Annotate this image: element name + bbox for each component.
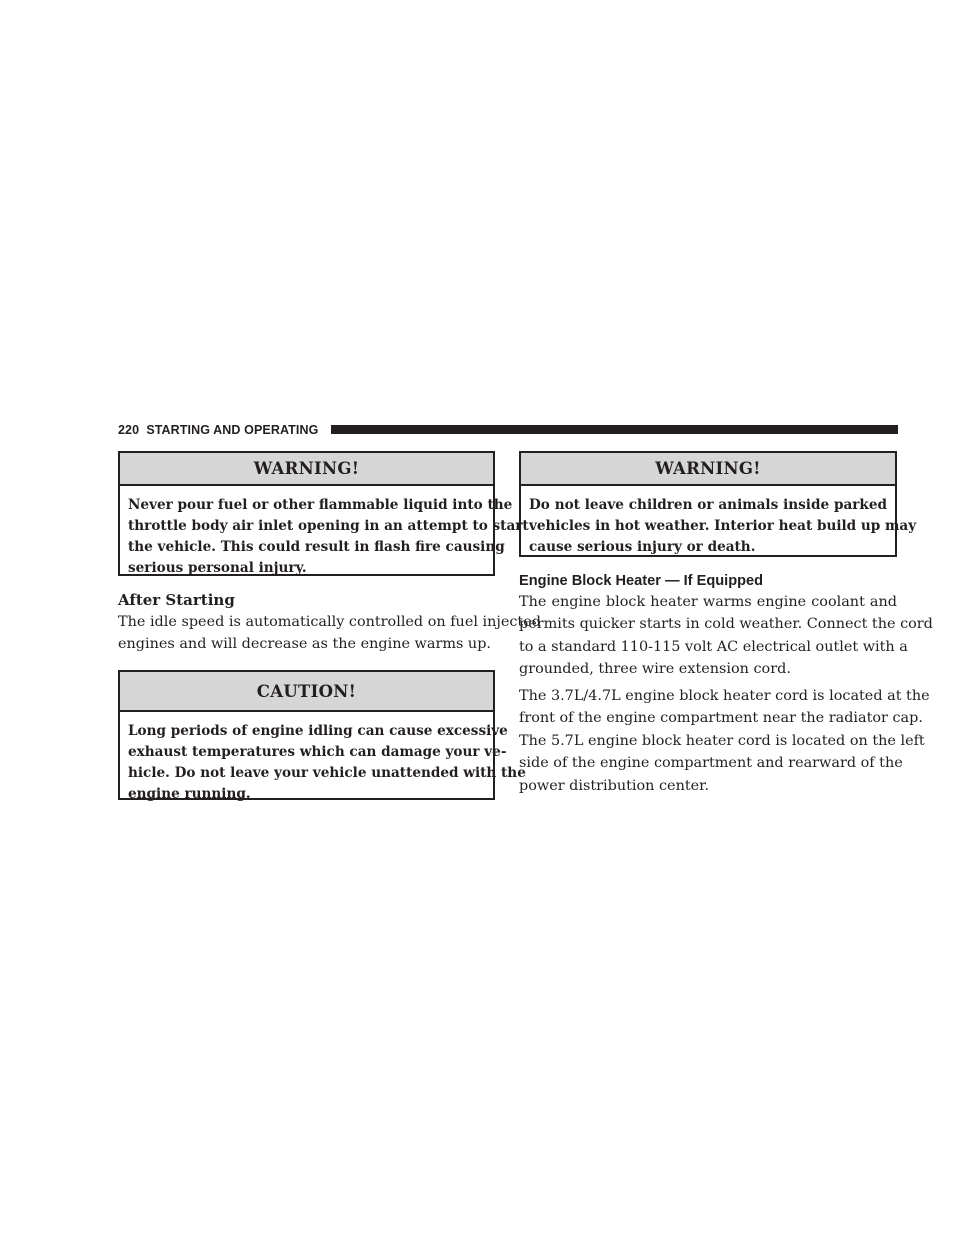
after-starting-paragraph — [118, 611, 541, 656]
caution-box-idling — [118, 670, 526, 802]
warning-text — [120, 486, 529, 579]
warning-box-children — [519, 451, 917, 557]
running-header — [118, 422, 898, 440]
header-text — [118, 423, 318, 437]
text-line: Do not leave children or animals inside parked — [529, 497, 887, 513]
warning-text — [521, 486, 917, 558]
page-number: 220 — [118, 423, 140, 437]
text-line: The idle speed is automatically controlled on fuel injected — [118, 614, 541, 630]
text-line: engine running. — [128, 786, 251, 802]
text-line: permits quicker starts in cold weather. Connect the cord — [519, 616, 933, 633]
text-line: throttle body air inlet opening in an attempt to start — [128, 518, 529, 534]
text-line: vehicles in hot weather. Interior heat build up may — [529, 518, 917, 534]
text-line: to a standard 110-115 volt AC electrical outlet with a — [519, 638, 908, 655]
text-line: exhaust temperatures which can damage your ve- — [128, 744, 507, 760]
warning-title: WARNING! — [521, 453, 895, 486]
text-line: the vehicle. This could result in flash fire causing — [128, 539, 505, 555]
text-line: front of the engine compartment near the radiator cap. — [519, 710, 923, 727]
warning-title: WARNING! — [120, 453, 493, 486]
text-line: The 5.7L engine block heater cord is located on the left — [519, 732, 925, 749]
text-line: engines and will decrease as the engine warms up. — [118, 636, 491, 653]
block-heater-paragraph-2 — [519, 685, 930, 797]
caution-text — [120, 712, 526, 805]
text-line: Long periods of engine idling can cause excessive — [128, 723, 508, 739]
caution-title: CAUTION! — [120, 672, 493, 712]
header-rule — [331, 425, 898, 434]
text-line: side of the engine compartment and rearward of the — [519, 755, 903, 772]
section-title: STARTING AND OPERATING — [146, 423, 319, 437]
text-line: The engine block heater warms engine coolant and — [519, 594, 897, 610]
warning-box-fuel — [118, 451, 529, 576]
text-line: hicle. Do not leave your vehicle unattended with the — [128, 765, 526, 781]
text-line: power distribution center. — [519, 777, 710, 794]
block-heater-heading: Engine Block Heater — If Equipped — [519, 573, 764, 589]
text-line: Never pour fuel or other flammable liquid into the — [128, 497, 513, 513]
text-line: The 3.7L/4.7L engine block heater cord is located at the — [519, 688, 930, 704]
text-line: cause serious injury or death. — [529, 539, 756, 555]
text-line: grounded, three wire extension cord. — [519, 661, 791, 678]
after-starting-heading: After Starting — [118, 591, 235, 609]
text-line: serious personal injury. — [128, 560, 307, 576]
block-heater-paragraph-1 — [519, 591, 933, 681]
